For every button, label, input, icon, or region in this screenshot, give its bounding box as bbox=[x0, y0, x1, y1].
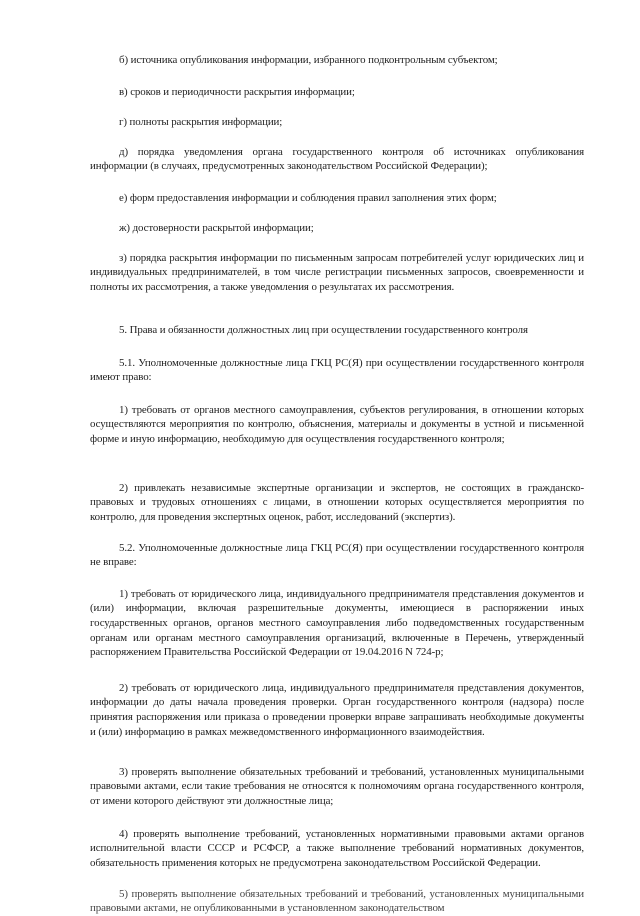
section-heading-5: 5. Права и обязанности должностных лиц при осуществлении государственного контроля bbox=[119, 323, 528, 336]
paragraph-5-1-item-1: 1) требовать от органов местного самоуправления, субъектов регулирования, в отношении которых осуществляются мероприятия по контролю, объяснения, материалы и документы в устной и письменной форме и иную информацию, необходимую для осуществления государственного контроля; bbox=[90, 403, 584, 446]
paragraph-5-2-item-2: 2) требовать от юридического лица, индивидуального предпринимателя представления документов, информации до даты начала проведения проверки. Орган государственного контроля (надзора) после принятия распоряжения или приказа о проведении проверки вправе запрашивать необходимые документы и (или) информацию в рамках межведомственного информационного взаимодействия. bbox=[90, 681, 584, 738]
paragraph-item-z: з) порядка раскрытия информации по письменным запросам потребителей услуг юридических лиц и индивидуальных предпринимателей, в том числе регистрации письменных запросов, своевременности и полноты их рассмотрения, а также уведомления о результатах их рассмотрения. bbox=[90, 251, 584, 294]
paragraph-item-e: е) форм предоставления информации и соблюдения правил заполнения этих форм; bbox=[119, 191, 497, 204]
paragraph-5-2-item-3: 3) проверять выполнение обязательных требований и требований, установленных муниципальными правовыми актами, если такие требования не относятся к полномочиям органа государственного контроля, от имени которого действуют эти должностные лица; bbox=[90, 765, 584, 808]
paragraph-5-2: 5.2. Уполномоченные должностные лица ГКЦ РС(Я) при осуществлении государственного контроля не вправе: bbox=[90, 541, 584, 569]
paragraph-item-g: г) полноты раскрытия информации; bbox=[119, 115, 283, 128]
paragraph-item-b: б) источника опубликования информации, избранного подконтрольным субъектом; bbox=[119, 53, 498, 66]
paragraph-item-v: в) сроков и периодичности раскрытия информации; bbox=[119, 85, 355, 98]
paragraph-5-2-item-5: 5) проверять выполнение обязательных требований и требований, установленных муниципальными правовыми актами, не опубликованными в установленном законодательством bbox=[90, 887, 584, 915]
paragraph-5-2-item-1: 1) требовать от юридического лица, индивидуального предпринимателя представления документов и (или) информации, включая разрешительные документы, имеющиеся в распоряжении иных государственных органов, органов местного самоуправления либо подведомственных государственным органам или органам местного самоуправления организаций, включенные в Перечень, утвержденный распоряжением Правительства Российской Федерации от 19.04.2016 N 724-р; bbox=[90, 587, 584, 659]
paragraph-5-1-item-2: 2) привлекать независимые экспертные организации и экспертов, не состоящих в гражданско-правовых и трудовых отношениях с лицами, в отношении которых осуществляется мероприятия по контролю, для проведения экспертных оценок, работ, исследований (экспертиз). bbox=[90, 481, 584, 524]
paragraph-5-2-item-4: 4) проверять выполнение требований, установленных нормативными правовыми актами органов исполнительной власти СССР и РСФСР, а также выполнение требований нормативных документов, обязательность применения которых не предусмотрена законодательством Российской Федерации. bbox=[90, 827, 584, 870]
paragraph-item-d: д) порядка уведомления органа государственного контроля об источниках опубликования информации (в случаях, предусмотренных законодательством Российской Федерации); bbox=[90, 145, 584, 173]
paragraph-5-1: 5.1. Уполномоченные должностные лица ГКЦ РС(Я) при осуществлении государственного контроля имеют право: bbox=[90, 356, 584, 384]
paragraph-item-zh: ж) достоверности раскрытой информации; bbox=[119, 221, 314, 234]
